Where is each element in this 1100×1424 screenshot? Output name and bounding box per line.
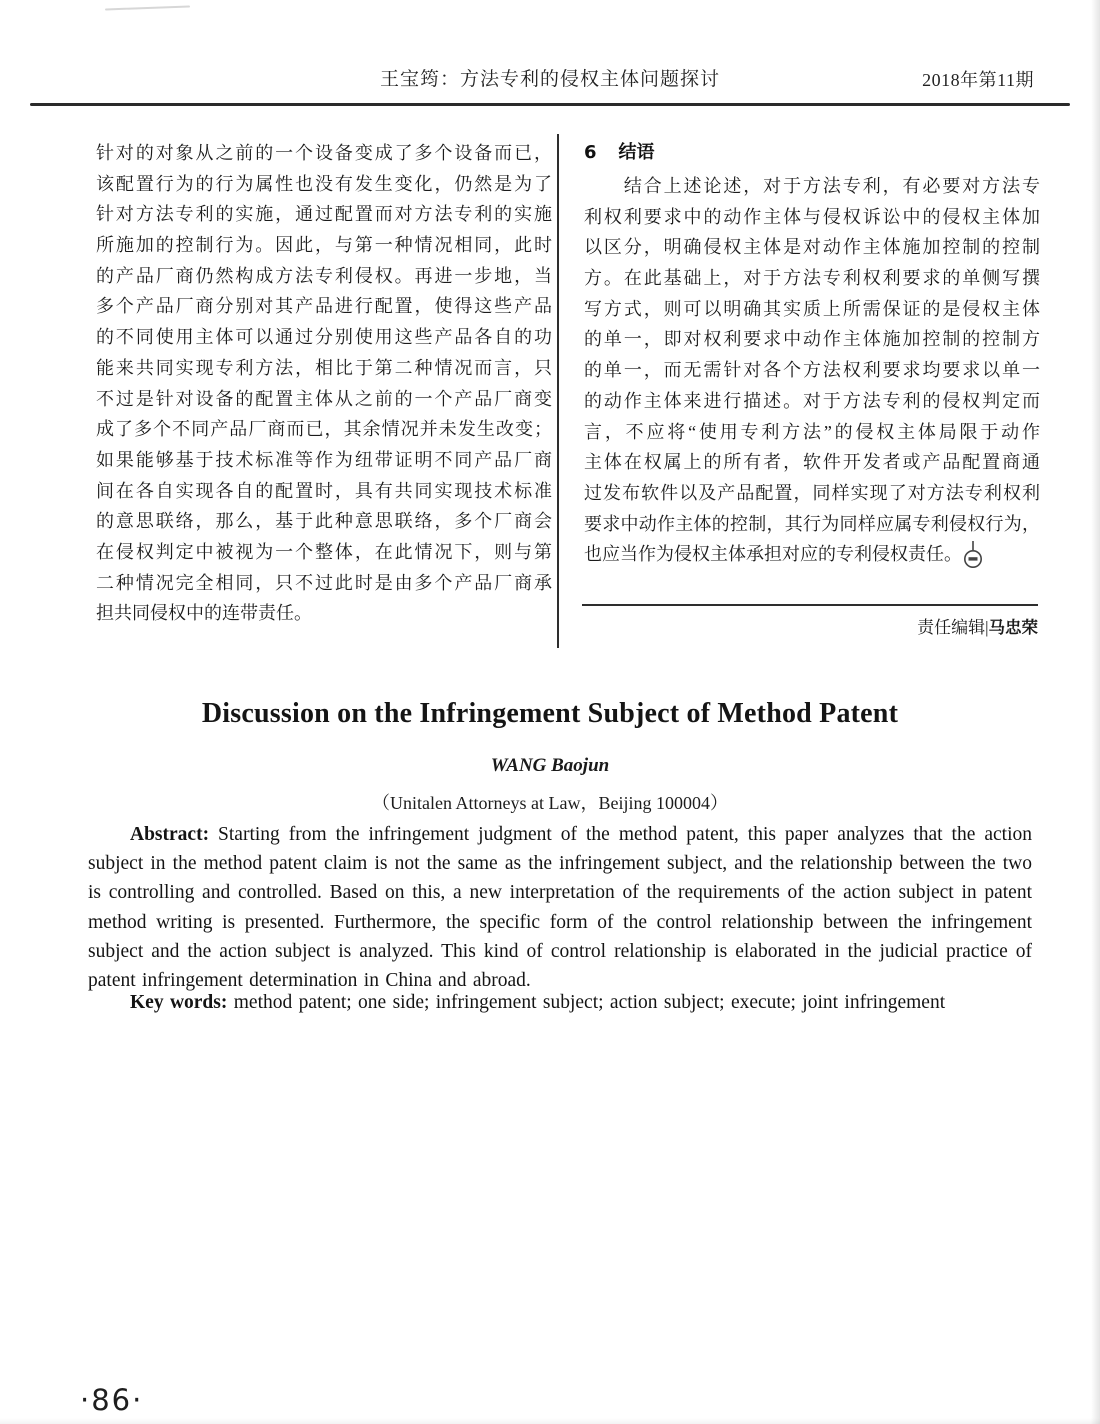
abstract-paragraph: [88, 820, 1032, 995]
abstract-block: [88, 820, 1032, 995]
text-line: 要求中动作主体的控制，其行为同样应属专利侵权行为，: [584, 513, 1040, 534]
text-line: 成了多个不同产品厂商而已，其余情况并未发生改变；: [96, 419, 552, 440]
left-column: [96, 138, 552, 629]
abstract-text: Starting from the infringement judgment of the method patent, this paper analyzes that the action subject in the method patent claim is not the same as the infringement subject, and the relationship between the two is controlling and controlled. Based on this, a new interpretation of the requirements of the action subject in patent method writing is presented. Furthermore, the specific form of the control relationship between the infringement subject and the action subject is analyzed. This kind of control relationship is elaborated in the judicial practice of patent infringement determination in China and abroad.: [88, 824, 1032, 992]
scan-edge-shading: [1091, 0, 1100, 1424]
end-of-article-seal-icon: [961, 541, 985, 569]
text-line: 间在各自实现各自的配置时，具有共同实现技术标准: [96, 480, 552, 501]
running-title: 王宝筠：方法专利的侵权主体问题探讨: [379, 69, 720, 90]
page-number: ·86·: [80, 1383, 144, 1417]
section-heading: [584, 138, 1040, 171]
keywords-text: method patent; one side; infringement subject; action subject; execute; joint infringement: [227, 992, 946, 1013]
column-divider: [557, 134, 559, 648]
text-line: 过发布软件以及产品配置，同样实现了对方法专利权利: [584, 482, 1040, 503]
text-line: 的意思联络，那么，基于此种意思联络，多个厂商会: [96, 511, 552, 532]
right-column: [584, 138, 1040, 570]
english-affiliation: （Unitalen Attorneys at Law，Beijing 100004）: [372, 793, 728, 813]
text-line: 也应当作为侵权主体承担对应的专利侵权责任。: [584, 544, 962, 565]
text-line: 的不同使用主体可以通过分别使用这些产品各自的功: [96, 327, 552, 348]
text-line: 能来共同实现专利方法，相比于第二种情况而言，只: [96, 357, 552, 378]
abstract-label: Abstract:: [130, 824, 210, 845]
text-line: 结合上述论述，对于方法专利，有必要对方法专: [584, 176, 1040, 196]
text-line: 如果能够基于技术标准等作为纽带证明不同产品厂商: [96, 449, 552, 470]
text-line: 二种情况完全相同，只不过此时是由多个产品厂商承: [96, 572, 552, 593]
section-title: 结语: [618, 142, 655, 163]
keywords-label: Key words:: [130, 992, 228, 1013]
editor-label: 责任编辑|: [917, 618, 989, 637]
text-line: 不过是针对设备的配置主体从之前的一个产品厂商变: [96, 388, 552, 409]
text-line: 所施加的控制行为。因此，与第一种情况相同，此时: [96, 235, 552, 256]
text-line: 的单一，而无需针对各个方法权利要求均要求以单一: [584, 360, 1040, 381]
text-line: 担共同侵权中的连带责任。: [96, 603, 312, 624]
text-line: 言，不应将“使用专利方法”的侵权主体局限于动作: [584, 421, 1040, 442]
editor-rule: [582, 604, 1038, 606]
text-line: 多个产品厂商分别对其产品进行配置，使得这些产品: [96, 296, 552, 317]
text-line: 的产品厂商仍然构成方法专利侵权。再进一步地，当: [96, 265, 552, 286]
text-line: 写方式，则可以明确其实质上所需保证的是侵权主体: [584, 298, 1040, 319]
english-title: Discussion on the Infringement Subject of Method Patent: [201, 698, 899, 729]
scan-edge-shading: [0, 1418, 1100, 1424]
text-line: 主体在权属上的所有者，软件开发者或产品配置商通: [584, 452, 1040, 473]
text-line: 针对的对象从之前的一个设备变成了多个设备而已，: [96, 143, 552, 163]
english-author: WANG Baojun: [490, 755, 610, 776]
keywords-paragraph: [88, 988, 1032, 1017]
editor-name: 马忠荣: [988, 618, 1038, 637]
header-rule: [30, 103, 1070, 106]
issue-label: 2018年第11期: [922, 70, 1034, 90]
text-line: 利权利要求中的动作主体与侵权诉讼中的侵权主体加: [584, 206, 1040, 227]
section-number: 6: [584, 142, 597, 163]
text-line: 针对方法专利的实施，通过配置而对方法专利的实施: [96, 204, 552, 225]
text-line: 在侵权判定中被视为一个整体，在此情况下，则与第: [96, 541, 552, 562]
scan-artifact: [105, 6, 190, 11]
text-line: 方。在此基础上，对于方法专利权利要求的单侧写撰: [584, 268, 1040, 289]
keywords-block: [88, 988, 1032, 1017]
editor-credit: [582, 613, 1038, 638]
text-line: 该配置行为的行为属性也没有发生变化，仍然是为了: [96, 173, 552, 194]
text-line: 的动作主体来进行描述。对于方法专利的侵权判定而: [584, 390, 1040, 411]
text-line: 的单一，即对权利要求中动作主体施加控制的控制方: [584, 329, 1040, 350]
section-paragraph: [584, 171, 1040, 570]
text-line: 以区分，明确侵权主体是对动作主体施加控制的控制: [584, 237, 1040, 258]
